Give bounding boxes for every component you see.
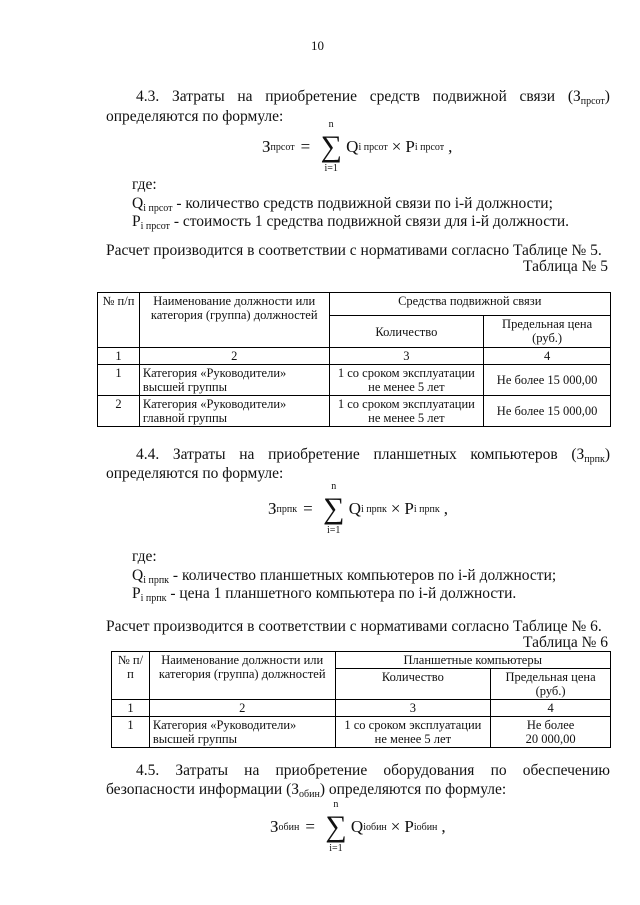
page-number: 10 (311, 38, 324, 53)
formula-4-3: З прсот = ∑ n i=1 Q i прсот × P i прсот , (262, 119, 453, 174)
section-4-3-line1: 4.3. Затраты на приобретение средств подвижной связи $(З_{прсот})$ (136, 88, 610, 107)
section-4-5-line2: безопасности информации $(З_{обин})$ определяются по формуле: (106, 781, 507, 800)
header-num: № п/п (98, 293, 140, 348)
q-definition: $Q_{i прпк}$ - количество планшетных компьютеров по i-й должности; (132, 567, 557, 586)
where-label: где: (132, 548, 157, 565)
calc-note-6: Расчет производится в соответствии с нормативами согласно Таблице № 6. (106, 618, 602, 635)
table-row: 1 Категория «Руководители» высшей группы 1 со сроком эксплуатации не менее 5 лет Не более 15 000,00 (98, 365, 611, 396)
table-5-caption: Таблица № 5 (523, 258, 608, 275)
header-group: Средства подвижной связи (329, 293, 610, 316)
header-num: № п/п (112, 652, 150, 700)
p-definition: $P_{i прсот}$ - стоимость 1 средства подвижной связи для i-й должности. (132, 213, 570, 232)
table-row: 1 Категория «Руководители» высшей группы 1 со сроком эксплуатации не менее 5 лет Не более 20 000,00 (112, 717, 611, 748)
header-name: Наименование должности или категория (группа) должностей (139, 293, 329, 348)
table-row: 2 Категория «Руководители» главной группы 1 со сроком эксплуатации не менее 5 лет Не более 15 000,00 (98, 396, 611, 427)
sum-symbol-icon: ∑ n i=1 (320, 119, 342, 174)
q-definition: $Q_{i прсот}$ - количество средств подвижной связи по i-й должности; (132, 195, 553, 214)
p-definition: $P_{i прпк}$ - цена 1 планшетного компьютера по i-й должности. (132, 585, 517, 604)
header-qty: Количество (335, 669, 491, 700)
formula-4-5: З обин = ∑ n i=1 Q iобин × P iобин , (270, 799, 446, 854)
section-4-3-line2: определяются по формуле: (106, 108, 284, 125)
section-4-4-line2: определяются по формуле: (106, 465, 284, 482)
calc-note-5: Расчет производится в соответствии с нормативами согласно Таблице № 5. (106, 242, 602, 259)
header-group: Планшетные компьютеры (335, 652, 610, 669)
header-price: Предельная цена (руб.) (491, 669, 611, 700)
sum-symbol-icon: ∑ n i=1 (325, 799, 347, 854)
sum-symbol-icon: ∑ n i=1 (322, 481, 345, 536)
header-name: Наименование должности или категория (группа) должностей (149, 652, 335, 700)
table-index-row: 1 2 3 4 (112, 700, 611, 717)
table-6 (111, 651, 611, 748)
header-price: Предельная цена (руб.) (484, 316, 611, 348)
section-4-4-line1: 4.4. Затраты на приобретение планшетных компьютеров $(З_{прпк})$ (136, 446, 610, 465)
table-5 (97, 292, 611, 427)
table-6-caption: Таблица № 6 (523, 634, 608, 651)
section-4-5-line1: 4.5. Затраты на приобретение оборудования по обеспечению (136, 762, 610, 779)
where-label: где: (132, 176, 157, 193)
formula-4-4: З прпк = ∑ n i=1 Q i прпк × P i прпк , (268, 481, 448, 536)
table-index-row: 1 2 3 4 (98, 348, 611, 365)
header-qty: Количество (329, 316, 484, 348)
